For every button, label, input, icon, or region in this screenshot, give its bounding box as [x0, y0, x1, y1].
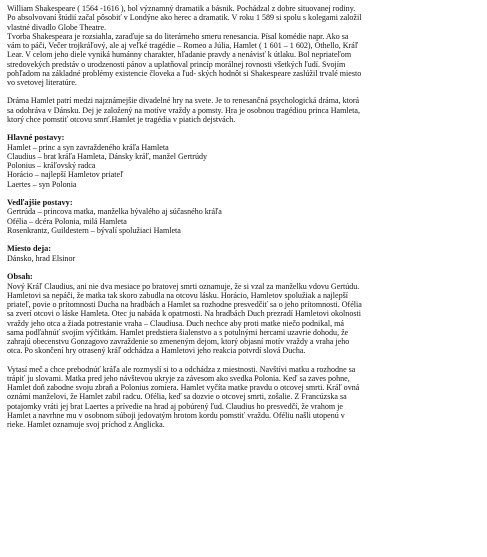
- side-characters-heading: Vedľajšie postavy:: [7, 197, 73, 207]
- text-line: trápiť ju slovami. Matka pred jeho návštevou ukryje za závesom ako svedka Polonia. Keď sa zaves pohne,: [7, 373, 350, 383]
- text-line: Hamlet a navrhne mu v osobnom súboji jedovatým hrotom kordu pomstiť vraždu. Oféliu našli utopenú v: [7, 410, 345, 420]
- text-line: Vytasí meč a chce prebodnúť kráľa ale rozmyslí si to a odchádza z miestnosti. Navštívi matku a rozhodne sa: [7, 364, 356, 374]
- content-paragraph-2: [7, 365, 480, 430]
- hamlet-intro-paragraph: [7, 96, 480, 124]
- text-line: oznámi manželovi, že Hamlet zabil radcu. Ofélia, keď sa dozvie o otcovej smrti, zošalie. Z Francúzska sa: [7, 392, 347, 402]
- text-line: ktorý chce pomstiť otcovu smrť.Hamlet je tragédia v piatich dejstvách.: [7, 114, 236, 124]
- setting-heading: Miesto deja:: [7, 244, 52, 254]
- text-line: Nový Kráľ Claudius, ani nie dva mesiace po bratovej smrti oznamuje, že si vzal za manželku vdovu Gertúdu.: [7, 281, 360, 291]
- text-line: sa zverí otcovi o láske Hamleta. Otec ju nabáda k opatrnosti. Na hradbách Duch prezradí Hamletovi okolnosti: [7, 309, 361, 319]
- text-line: William Shakespeare ( 1564 -1616 ), bol významný dramatik a básnik. Pochádzal z dobre situovanej rodiny.: [7, 4, 356, 13]
- intro-paragraph: [7, 4, 480, 87]
- text-line: vraždy jeho otca a žiada potrestanie vraha – Claudiusa. Duch nechce aby proti matke niečo podnikal, má: [7, 318, 344, 328]
- main-characters-heading: Hlavné postavy:: [7, 133, 65, 142]
- text-line: Hamletovi sa nepáči, že matka tak skoro zabudla na otcovu lásku. Horácio, Hamletov spolužiak a najlepší: [7, 290, 348, 300]
- text-line: sama podľahnúť svojím výčitkám. Hamlet predstiera šialenstvo a s potulnými hercami uzavrie dohodu, že: [7, 327, 349, 337]
- content-heading: Obsah:: [7, 272, 33, 282]
- text-line: stredovekých predstáv o urodzenosti pánov a uplatňoval princíp morálnej rovnosti všetkých ľudí. Svojím: [7, 59, 346, 69]
- text-line: otca. Po skončení hry otrasený kráľ odchádza a Hamletovi jeho reakcia potvrdí slová Ducha.: [7, 346, 306, 356]
- list-item: Rosenkrantz, Guildestern – bývalí spolužiaci Hamleta: [7, 225, 181, 235]
- text-line: Dánsko, hrad Elsinor: [7, 253, 76, 263]
- list-item: Hamlet – princ a syn zavraždeného kráľa Hamleta: [7, 142, 169, 152]
- text-line: rieke. Hamlet oznamuje svoj príchod z Anglicka.: [7, 420, 165, 430]
- text-line: priateľ, povie o prítomnosti Ducha na hradbách a Hamlet sa rozhodne presvedčiť sa o jeho prítomnosti. Ofélia: [7, 300, 362, 310]
- list-item: Polonius – kráľovský radca: [7, 161, 96, 171]
- text-line: Tvorba Shakespeara je rozsiahla, zaraďuje sa do literárneho smeru renesancia. Písal komédie napr. Ako sa: [7, 31, 349, 41]
- text-line: Dráma Hamlet patrí medzi najznámejšie divadelné hry na svete. Je to renesančná psychologická dráma, ktorá: [7, 96, 360, 106]
- text-line: zahrajú obecenstvu Gonzagovo zavraždenie so zmeneným dejom, ktorý objasní motív vraždy a vraha jeho: [7, 337, 350, 347]
- list-item: Gertrúda – princova matka, manželka bývalého aj súčasného kráľa: [7, 207, 222, 217]
- text-line: vo svetovej literatúre.: [7, 78, 77, 87]
- main-characters-list: [7, 143, 480, 189]
- text-line: vlastné divadlo Globe Theatre.: [7, 22, 107, 32]
- text-line: Hamlet doň zabodne svoju zbraň a Polonius zomiera. Hamlet vyčíta matke pravdu o otcovej smrti. Kráľ ovná: [7, 383, 360, 393]
- side-characters-list: [7, 207, 480, 235]
- content-paragraph-1: [7, 282, 480, 356]
- list-item: Claudius – brat kráľa Hamleta, Dánsky kráľ, manžel Gertrúdy: [7, 151, 208, 161]
- list-item: Horácio – najlepší Hamletov priateľ: [7, 170, 124, 180]
- text-line: Lear. V celom jeho diele vyniká humánny charakter, hľadanie pravdy a nenávisť k útlaku. Bol nepriateľom: [7, 50, 352, 60]
- text-line: pohľadom na základné problémy existencie človeka a ľud- ských hodnôt si Shakespeare zaslúžil trvalé miesto: [7, 68, 362, 78]
- list-item: Ofélia – dcéra Polonia, milá Hamleta: [7, 216, 127, 226]
- text-line: potajomky vráti jej brat Laertes a prívedie na hrad aj pobúrený ľud. Claudius ho presvedčí, že vrahom je: [7, 401, 343, 411]
- text-line: Po absolvovaní štúdií začal pôsobiť v Londýne ako herec a dramatik. V roku 1 589 si spolu s kolegami založil: [7, 13, 362, 23]
- text-line: vám to páči, Večer trojkráľový, ale aj veľké tragédie – Romeo a Júlia, Hamlet ( 1 601 – 1 602), Othello, Kráľ: [7, 41, 359, 50]
- text-line: sa odohráva v Dánsku. Dej je založený na motíve vraždy a pomsty. Hra je osobnou tragédiou princa Hamleta,: [7, 105, 360, 115]
- setting-text: [7, 254, 480, 263]
- list-item: Laertes – syn Polonia: [7, 179, 77, 189]
